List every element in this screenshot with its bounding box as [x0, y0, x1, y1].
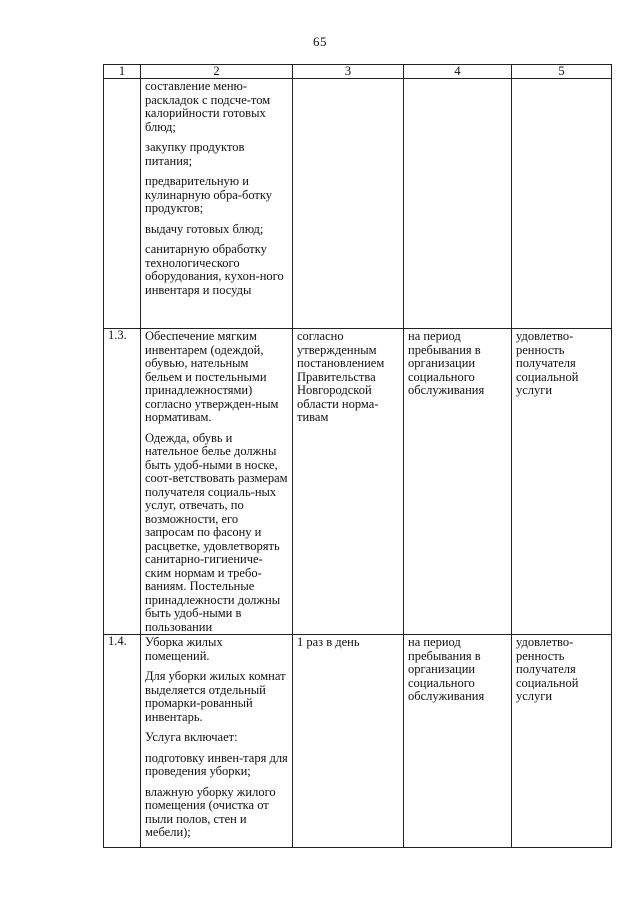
- description-paragraph: Услуга включает:: [145, 730, 238, 744]
- period-text: на период пребывания в организации социального обслуживания: [408, 635, 485, 703]
- description-paragraph: санитарную обработку технологического оборудования, кухон-ного инвентаря и посуды: [145, 242, 284, 297]
- row-number: [104, 79, 141, 329]
- service-description: [141, 79, 293, 329]
- column-header-2: 2: [141, 65, 293, 79]
- column-header-5: 5: [512, 65, 612, 79]
- service-criteria: [512, 79, 612, 329]
- row-number: 1.3.: [104, 329, 141, 635]
- description-paragraph: предварительную и кулинарную обра-ботку продуктов;: [145, 174, 273, 215]
- header-row: [104, 65, 612, 79]
- service-volume: [293, 329, 404, 635]
- service-volume: [293, 79, 404, 329]
- volume-text: 1 раз в день: [297, 635, 360, 649]
- period-text: на период пребывания в организации социального обслуживания: [408, 329, 485, 397]
- column-header-3: 3: [293, 65, 404, 79]
- service-description: [141, 329, 293, 635]
- column-header-1: 1: [104, 65, 141, 79]
- criteria-text: удовлетво-ренность получателя социальной услуги: [516, 635, 579, 703]
- service-criteria: [512, 635, 612, 848]
- table-row: [104, 635, 612, 848]
- description-paragraph: закупку продуктов питания;: [145, 140, 245, 168]
- description-paragraph: составление меню-раскладок с подсче-том калорийности готовых блюд;: [145, 79, 271, 134]
- description-paragraph: выдачу готовых блюд;: [145, 221, 264, 236]
- table-row: [104, 329, 612, 635]
- page-number: 65: [313, 34, 327, 49]
- services-table: [103, 64, 612, 848]
- service-volume: [293, 635, 404, 848]
- volume-text: согласно утвержденным постановлением Правительства Новгородской области норма-тивам: [297, 329, 385, 424]
- service-period: [404, 635, 512, 848]
- description-paragraph: Уборка жилых помещений.: [145, 635, 223, 663]
- description-paragraph: Обеспечение мягким инвентарем (одеждой, обувью, нательным бельем и постельными принадлежностями) согласно утвержден-ным нормативам.: [145, 329, 279, 424]
- service-description: [141, 635, 293, 848]
- description-paragraph: Одежда, обувь и нательное белье должны быть удоб-ными в носке, соот-ветствовать размерам получателя социаль-ных услуг, отвечать, по возможности, его запросам по фасону и расцветке, удовлетворять санитарно-гигиениче-ским нормам и требо-ваниям. Постельные принадлежности должны быть удоб-ными в пользовании: [145, 430, 288, 634]
- description-paragraph: подготовку инвен-таря для проведения уборки;: [145, 750, 288, 778]
- description-paragraph: влажную уборку жилого помещения (очистка от пыли полов, стен и мебели);: [145, 784, 276, 839]
- service-period: [404, 329, 512, 635]
- service-criteria: [512, 329, 612, 635]
- description-paragraph: Для уборки жилых комнат выделяется отдельный промарки-рованный инвентарь.: [145, 669, 286, 724]
- service-period: [404, 79, 512, 329]
- column-header-4: 4: [404, 65, 512, 79]
- table-row: [104, 79, 612, 329]
- row-number: 1.4.: [104, 635, 141, 848]
- criteria-text: удовлетво-ренность получателя социальной услуги: [516, 329, 579, 397]
